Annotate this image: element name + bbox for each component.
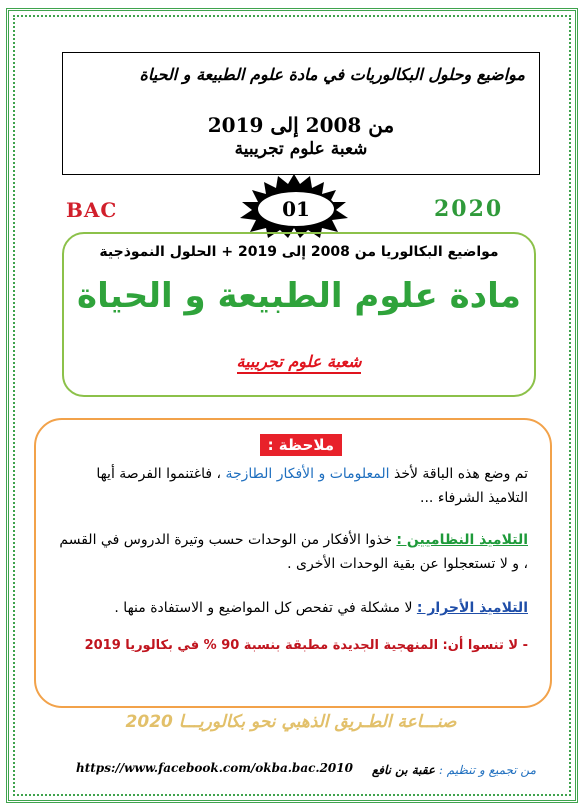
note-box <box>34 418 552 708</box>
header-line2: من 2008 إلى 2019 <box>207 113 395 137</box>
note-paragraph-3 <box>58 596 528 620</box>
subject-box <box>62 232 536 397</box>
footer-slogan: صنـــاعة الطـريق الذهبي نحو بكالوريـــا 2020 <box>125 712 457 732</box>
note-title: ملاحظة : <box>260 434 342 456</box>
subject-subtitle: مواضيع البكالوريا من 2008 إلى 2019 + الحلول النموذجية <box>99 244 499 260</box>
header-line1: مواضيع وحلول البكالوريات في مادة علوم الطبيعة و الحياة <box>139 65 525 84</box>
free-students-text: لا مشكلة في تفحص كل المواضيع و الاستفادة منها . <box>114 600 417 616</box>
note-p1-text-b: ، فاغتنموا الفرصة أيها التلاميذ الشرفاء ... <box>96 466 528 506</box>
regular-students-label: التلاميذ النظاميين : <box>396 532 528 548</box>
note-p1-highlight: المعلومات و الأفكار الطازجة <box>225 466 390 482</box>
note-p1-text-a: تم وضع هذه الباقة لأخذ <box>389 466 528 482</box>
free-students-label: التلاميذ الأحرار : <box>416 600 528 616</box>
credit-prefix: من تجميع و تنظيم : <box>435 763 536 777</box>
facebook-link[interactable]: https://www.facebook.com/okba.bac.2010 <box>76 761 353 775</box>
regular-students-text: خذوا الأفكار من الوحدات حسب وتيرة الدروس في القسم ، و لا تستعجلوا عن بقية الوحدات الأخرى . <box>59 532 528 572</box>
note-paragraph-1 <box>58 462 528 510</box>
note-paragraph-2 <box>58 528 528 576</box>
header-line3: شعبة علوم تجريبية <box>234 139 368 159</box>
note-paragraph-4: - لا تنسوا أن: المنهجية الجديدة مطبقة بنسبة 90 % في بكالوريا 2019 <box>84 638 528 653</box>
bac-tag: BAC <box>66 198 118 222</box>
credit-line <box>346 763 536 777</box>
number-label: 01 <box>256 190 336 228</box>
subject-title: مادة علوم الطبيعة و الحياة <box>77 276 521 316</box>
credit-author: عقبة بن نافع <box>371 763 436 777</box>
stream-label: شعبة علوم تجريبية <box>237 352 362 374</box>
header-box <box>62 52 540 175</box>
number-badge <box>234 174 354 238</box>
year-tag: 2020 <box>434 196 504 222</box>
